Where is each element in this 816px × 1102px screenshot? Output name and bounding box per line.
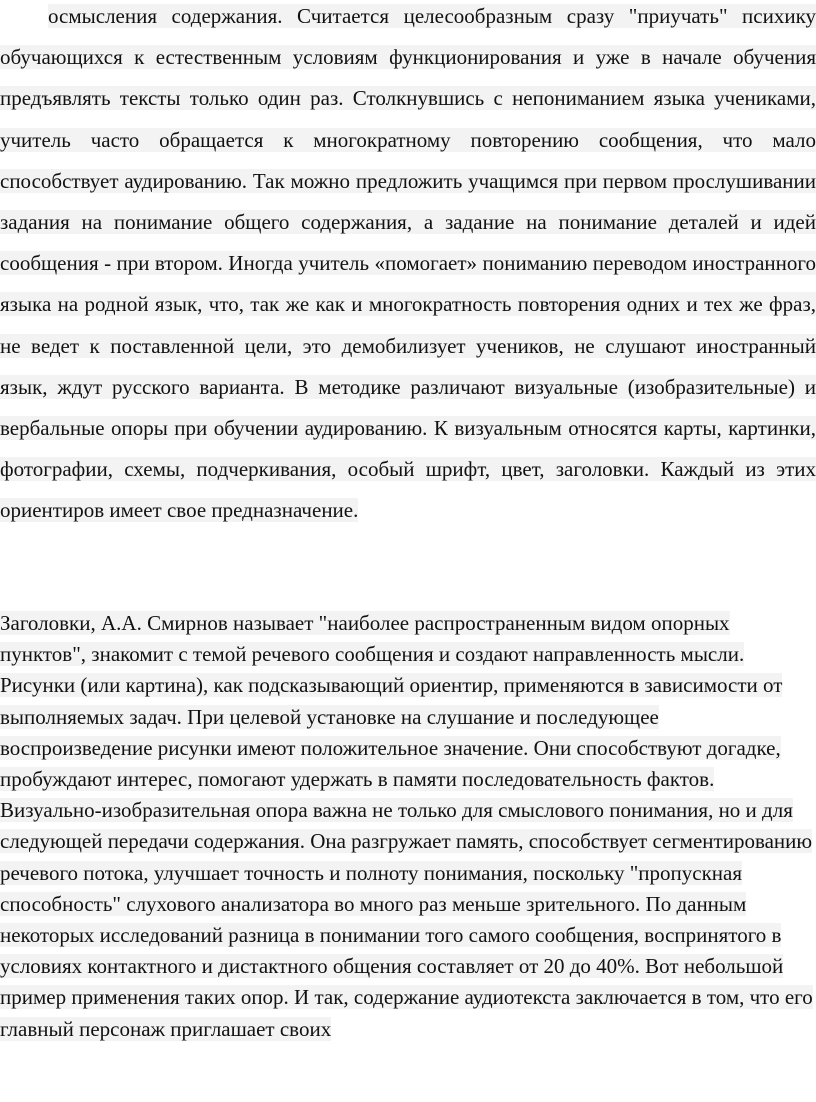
paragraph-methodology <box>0 0 816 532</box>
paragraph-headings-and-pictures-text: Заголовки, А.А. Смирнов называет "наиболее распространенным видом опорных пунктов", знакомит с темой речевого сообщения и создают направленность мысли. Рисунки (или картина), как подсказывающий ориентир, применяются в зависимости от выполняемых задач. При целевой установке на слушание и последующее воспроизведение рисунки имеют положительное значение. Они способствуют догадке, пробуждают интерес, помогают удержать в памяти последовательность фактов. Визуально-изобразительная опора важна не только для смыслового понимания, но и для следующей передачи содержания. Она разгружает память, способствует сегментированию речевого потока, улучшает точность и полноту понимания, поскольку "пропускная способность" слухового анализатора во много раз меньше зрительного. По данным некоторых исследований разница в понимании того самого сообщения, воспринятого в условиях контактного и дистактного общения составляет от 20 до 40%. Вот небольшой пример применения таких опор. И так, содержание аудиотекста заключается в том, что его главный персонаж приглашает своих <box>0 611 813 1041</box>
paragraph-headings-and-pictures <box>0 608 816 1045</box>
paragraph-methodology-text: осмысления содержания. Считается целесообразным сразу "приучать" психику обучающихся к естественным условиям функционирования и уже в начале обучения предъявлять тексты только один раз. Столкнувшись с непониманием языка учениками, учитель часто обращается к многократному повторению сообщения, что мало способствует аудированию. Так можно предложить учащимся при первом прослушивании задания на понимание общего содержания, а задание на понимание деталей и идей сообщения - при втором. Иногда учитель «помогает» пониманию переводом иностранного языка на родной язык, что, так же как и многократность повторения одних и тех же фраз, не ведет к поставленной цели, это демобилизует учеников, не слушают иностранный язык, ждут русского варианта. В методике различают визуальные (изобразительные) и вербальные опоры при обучении аудированию. К визуальным относятся карты, картинки, фотографии, схемы, подчеркивания, особый шрифт, цвет, заголовки. Каждый из этих ориентиров имеет свое предназначение. <box>0 4 816 523</box>
